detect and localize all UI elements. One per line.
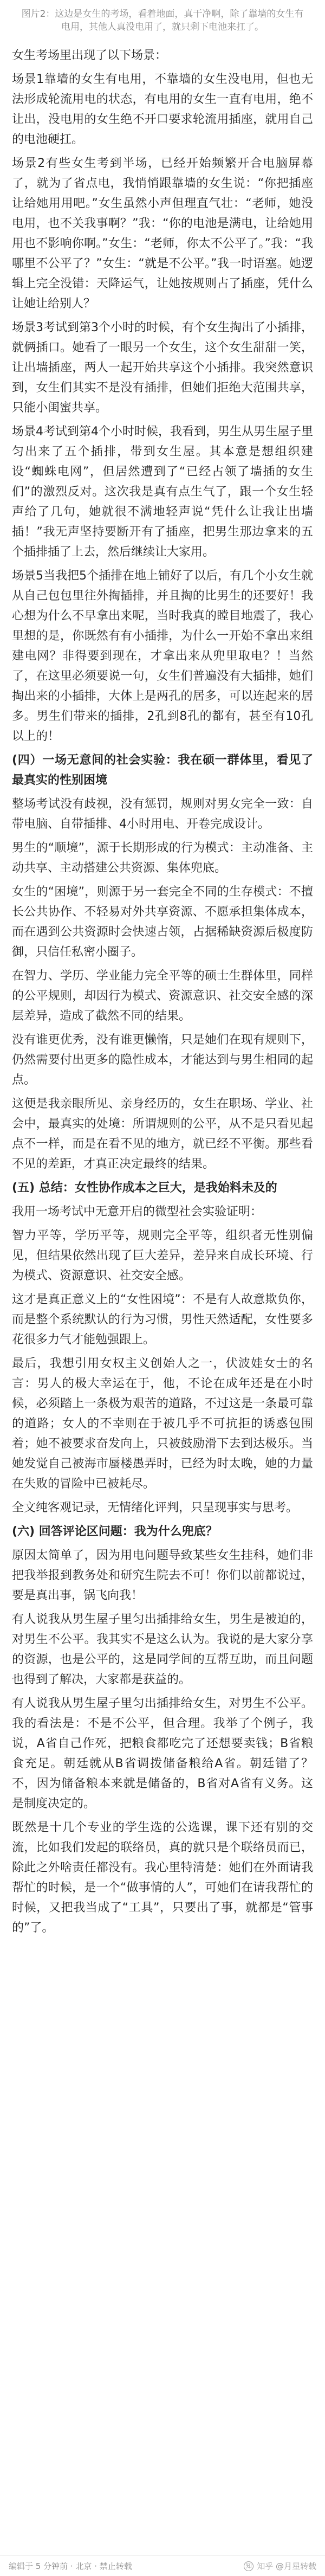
- paragraph: 女生考场里出现了以下场景：: [12, 49, 167, 62]
- zhihu-logo-icon: 知: [244, 2561, 253, 2571]
- paragraph: 智力平等，学历平等，规则完全平等，组织者无性别偏见，但结果依然出现了巨大差异，差异来自成长环境、行为模式、资源意识、社交安全感。: [12, 1229, 313, 1283]
- paragraph: 场景3考试到第3个小时的时候，有个女生掏出了小插排，就俩插口。她看了一眼另一个女生，这个女生甜甜一笑，让出墙插座，两人一起开始共享这个小插排。我突然意识到，女生们其实不是没有插排，但她们拒绝大范围共享，只能小闺蜜共享。: [12, 321, 313, 415]
- paragraph: 没有谁更优秀，没有谁更懒惰，只是她们在现有规则下，仍然需要付出更多的隐性成本，才能达到与男生相同的起点。: [12, 1033, 313, 1087]
- article-body: [12, 46, 313, 1938]
- paragraph: 在智力、学历、学业能力完全平等的硕士生群体里，同样的公平规则，却因行为模式、资源意识、社交安全感的深层差异，造成了截然不同的结果。: [12, 969, 313, 1023]
- paragraph: 场景1靠墙的女生有电用，不靠墙的女生没电用，但也无法形成轮流用电的状态，有电用的女生一直有电用，绝不让出，没电用的女生绝不开口要求轮流用插座，就用自己的电池硬扛。: [12, 73, 313, 146]
- image-caption: 图片2：这边是女生的考场，看着地面，真干净啊，除了靠墙的女生有电用，其他人真没电用了，就只剩下电池来扛了。: [21, 9, 304, 33]
- paragraph: 有人说我从男生屋子里匀出插排给女生，男生是被迫的，对男生不公平。我其实不是这么认为。我说的是大家分享的资源，也是公平的，这是同学间的互帮互助，而且问题也得到了解决，大家都是获益的。: [12, 1613, 313, 1686]
- section-heading: (五) 总结：女性协作成本之巨大，是我始料未及的: [12, 1181, 277, 1195]
- paragraph: 男生的“顺境”，源于长期形成的行为模式：主动准备、主动共享、主动搭建公共资源、集体兜底。: [12, 841, 313, 875]
- paragraph: 全文纯客观记录，无情绪化评判，只呈现事实与思考。: [12, 1501, 298, 1515]
- paragraph: 原因太简单了，因为用电问题导致某些女生挂科，她们非把我举报到教务处和研究生院去不可！你们以前都说过，要是真出事，锅飞向我！: [12, 1549, 313, 1602]
- paragraph: 有人说我从男生屋子里匀出插排给女生，对男生不公平。我的看法是：不是不公平，但合理。我举了个例子，我说，A省自己作死，把粮食都吃完了还想要卖钱；B省粮食充足。朝廷就从B省调拨储备粮给A省。朝廷错了？不，因为储备粮本来就是储备的，B省对A省有义务。这是制度决定的。: [12, 1697, 313, 1811]
- paragraph: 场景2有些女生考到半场，已经开始频繁开合电脑屏幕了，就为了省点电，我悄悄跟靠墙的女生说：“你把插座让给她用用吧。”女生虽然小声但理直气壮：“老师，她没电用，也不关我事啊？”我：“你的电池是满电，让给她用用也不影响你啊。”女生：“老师，你太不公平了。”我：“我哪里不公平了？”女生：“就是不公平。”我一时语塞。她逻辑上完全没错：天降运气，让她按规则占了插座，凭什么让她让给别人？: [12, 157, 313, 311]
- section-heading: (四）一场无意间的社会实验：我在硕一群体里，看见了最真实的性别困境: [12, 754, 313, 787]
- paragraph: 既然是十几个专业的学生选的公选课，课下还有别的交流，比如我们发起的联络员，真的就只是个联络员而已，除此之外啥责任都没有。我心里特清楚：她们在外面请我帮忙的时候，是一个“做事情的人”，可她们在请我帮忙的时候，又把我当成了“工具”，只要出了事，就都是“管事的”了。: [12, 1821, 313, 1935]
- paragraph: 整场考试没有歧视，没有惩罚，规则对男女完全一致：自带电脑、自带插排、4小时用电、开卷完成设计。: [12, 797, 313, 831]
- article-footer: [0, 2555, 325, 2576]
- paragraph: 场景5当我把5个插排在地上铺好了以后，有几个小女生就从自己包包里往外掏插排，并且掏的比男生的还要好！我心想为什么不早拿出来呢，当时我真的瞠目地震了，我心里想的是，你既然有有小插排，为什么一开始不拿出来组建电网？非得要到现在，才拿出来从兜里取电？！当然了，在这里必须要说一句，女生们普遍没有大插排，她们掏出来的小插排，大体上是两孔的居多，可以连起来的居多。男生们带来的插排，2孔到8孔的都有，甚至有10孔以上的！: [12, 569, 313, 743]
- edit-meta: 编辑于 5 分钟前 · 北京 · 禁止转载: [9, 2561, 132, 2571]
- paragraph: 我用一场考试中无意开启的微型社会实验证明：: [12, 1205, 263, 1219]
- watermark: [244, 2560, 316, 2572]
- paragraph: 女生的“困境”，则源于另一套完全不同的生存模式：不擅长公共协作、不轻易对外共享资源、不愿承担集体成本，而在遇到公共资源时会快速占领，占据稀缺资源后极度防御，只信任私密小圈子。: [12, 885, 313, 959]
- paragraph: 这才是真正意义上的“女性困境”：不是有人故意欺负你，而是整个系统默认的行为习惯，男性天然适配，女性要多花很多力气才能勉强跟上。: [12, 1293, 313, 1347]
- paragraph: 这便是我亲眼所见、亲身经历的，女生在职场、学业、社会中，最真实的处境：所谓规则的公平，从不是只看见起点不一样，而是在看不见的地方，就已经不平衡。那些看不见的差距，才真正决定最终的结果。: [12, 1097, 313, 1171]
- paragraph: 场景4考试到第4个小时时候，我看到，男生从男生屋子里匀出来了五个插排，带到女生屋。其本意是想组织建设“蜘蛛电网”，但居然遭到了“已经占领了墙插的女生们”的激烈反对。这次我是真有点生气了，跟一个女生轻声给了几句，她就很不满地轻声说“凭什么让我让出墙插！”我无声坚持要断开有了插座，把男生那边拿来的五个插排插了上去，然后继续让大家用。: [12, 425, 313, 559]
- watermark-text: 知乎 @月星转载: [257, 2561, 316, 2571]
- paragraph: 最后，我想引用女权主义创始人之一，伏波娃女士的名言：男人的极大幸运在于，他，不论在成年还是在小时候，必须踏上一条极为艰苦的道路，不过这是一条最可靠的道路；女人的不幸则在于被几乎不可抗拒的诱惑包围着；她不被要求奋发向上，只被鼓励滑下去到达极乐。当她发觉自己被海市蜃楼愚弄时，已经为时太晚，她的力量在失败的冒险中已被耗尽。: [12, 1357, 313, 1491]
- section-heading: (六) 回答评论区问题：我为什么兜底？: [12, 1525, 218, 1538]
